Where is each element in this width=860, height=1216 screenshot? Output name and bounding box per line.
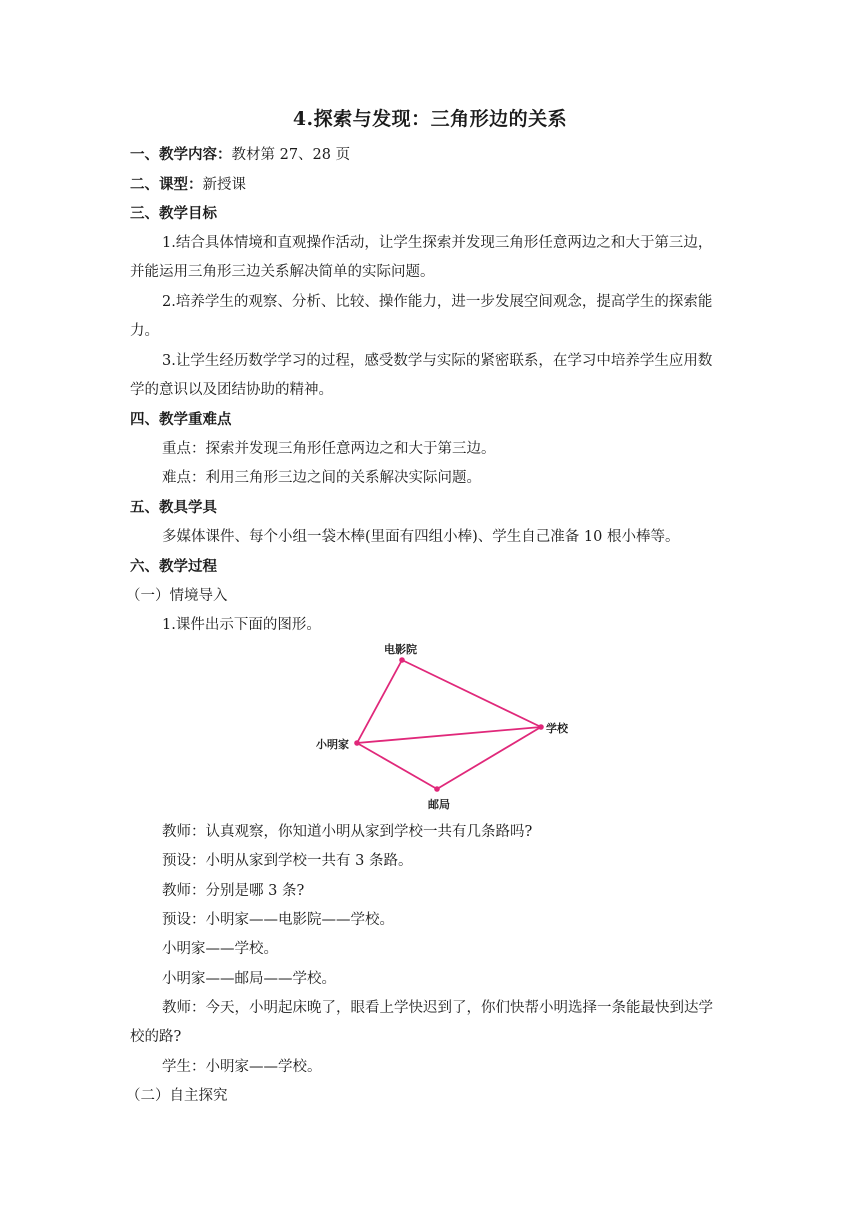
section-lesson-type-value: 新授课 <box>202 177 246 193</box>
dialogue-line-7a: 教师：今天，小明起床晚了，眼看上学快迟到了，你们快帮小明选择一条能最快到达学 <box>162 1000 713 1016</box>
dialogue-line-1: 教师：认真观察，你知道小明从家到学校一共有几条路吗? <box>162 824 533 840</box>
goal-2-line-2: 力。 <box>130 323 159 339</box>
section-lesson-type <box>130 175 246 195</box>
section-lesson-type-label: 二、课型： <box>130 176 203 193</box>
part-1-heading: （一）情境导入 <box>126 588 228 604</box>
goal-3-line-1: 3.让学生经历数学学习的过程，感受数学与实际的紧密联系，在学习中培养学生应用数 <box>162 353 713 369</box>
key-point: 重点：探索并发现三角形任意两边之和大于第三边。 <box>162 441 496 457</box>
section-content-label: 一、教学内容： <box>130 146 232 163</box>
school-point <box>538 724 544 730</box>
home-label: 小明家 <box>316 738 349 751</box>
section-content <box>130 145 350 165</box>
route-home-post <box>357 743 437 789</box>
section-process-heading: 六、教学过程 <box>130 558 217 575</box>
section-key-points-heading: 四、教学重难点 <box>130 411 232 428</box>
tools-text: 多媒体课件、每个小组一袋木棒(里面有四组小棒)、学生自己准备 10 根小棒等。 <box>162 529 680 545</box>
goal-3-line-2: 学的意识以及团结协助的精神。 <box>130 382 333 398</box>
dialogue-line-4: 预设：小明家——电影院——学校。 <box>162 912 394 928</box>
dialogue-line-3: 教师：分别是哪 3 条? <box>162 883 305 899</box>
dialogue-line-2: 预设：小明从家到学校一共有 3 条路。 <box>162 853 413 869</box>
step-1-text: 1.课件出示下面的图形。 <box>162 617 321 633</box>
dialogue-line-6: 小明家——邮局——学校。 <box>162 971 336 987</box>
route-cinema-school <box>402 660 541 727</box>
section-goals-heading: 三、教学目标 <box>130 205 217 222</box>
route-diagram <box>300 636 600 814</box>
cinema-point <box>399 657 405 663</box>
home-point <box>354 740 360 746</box>
school-label: 学校 <box>546 722 568 735</box>
goal-1-line-2: 并能运用三角形三边关系解决简单的实际问题。 <box>130 264 435 280</box>
document-title: 4.探索与发现：三角形边的关系 <box>292 108 568 130</box>
goal-1-line-1: 1.结合具体情境和直观操作活动，让学生探索并发现三角形任意两边之和大于第三边， <box>162 235 713 251</box>
route-home-school <box>357 727 541 743</box>
difficult-point: 难点：利用三角形三边之间的关系解决实际问题。 <box>162 470 481 486</box>
route-post-school <box>437 727 541 789</box>
section-tools-heading: 五、教具学具 <box>130 499 217 516</box>
dialogue-line-8: 学生：小明家——学校。 <box>162 1059 322 1075</box>
goal-2-line-1: 2.培养学生的观察、分析、比较、操作能力，进一步发展空间观念，提高学生的探索能 <box>162 294 713 310</box>
post-label: 邮局 <box>428 798 450 811</box>
route-home-cinema <box>357 660 402 743</box>
dialogue-line-5: 小明家——学校。 <box>162 941 278 957</box>
part-2-heading: （二）自主探究 <box>126 1088 228 1104</box>
cinema-label: 电影院 <box>384 643 417 656</box>
section-content-value: 教材第 27、28 页 <box>231 147 351 163</box>
post-point <box>434 786 440 792</box>
dialogue-line-7b: 校的路? <box>130 1029 182 1045</box>
